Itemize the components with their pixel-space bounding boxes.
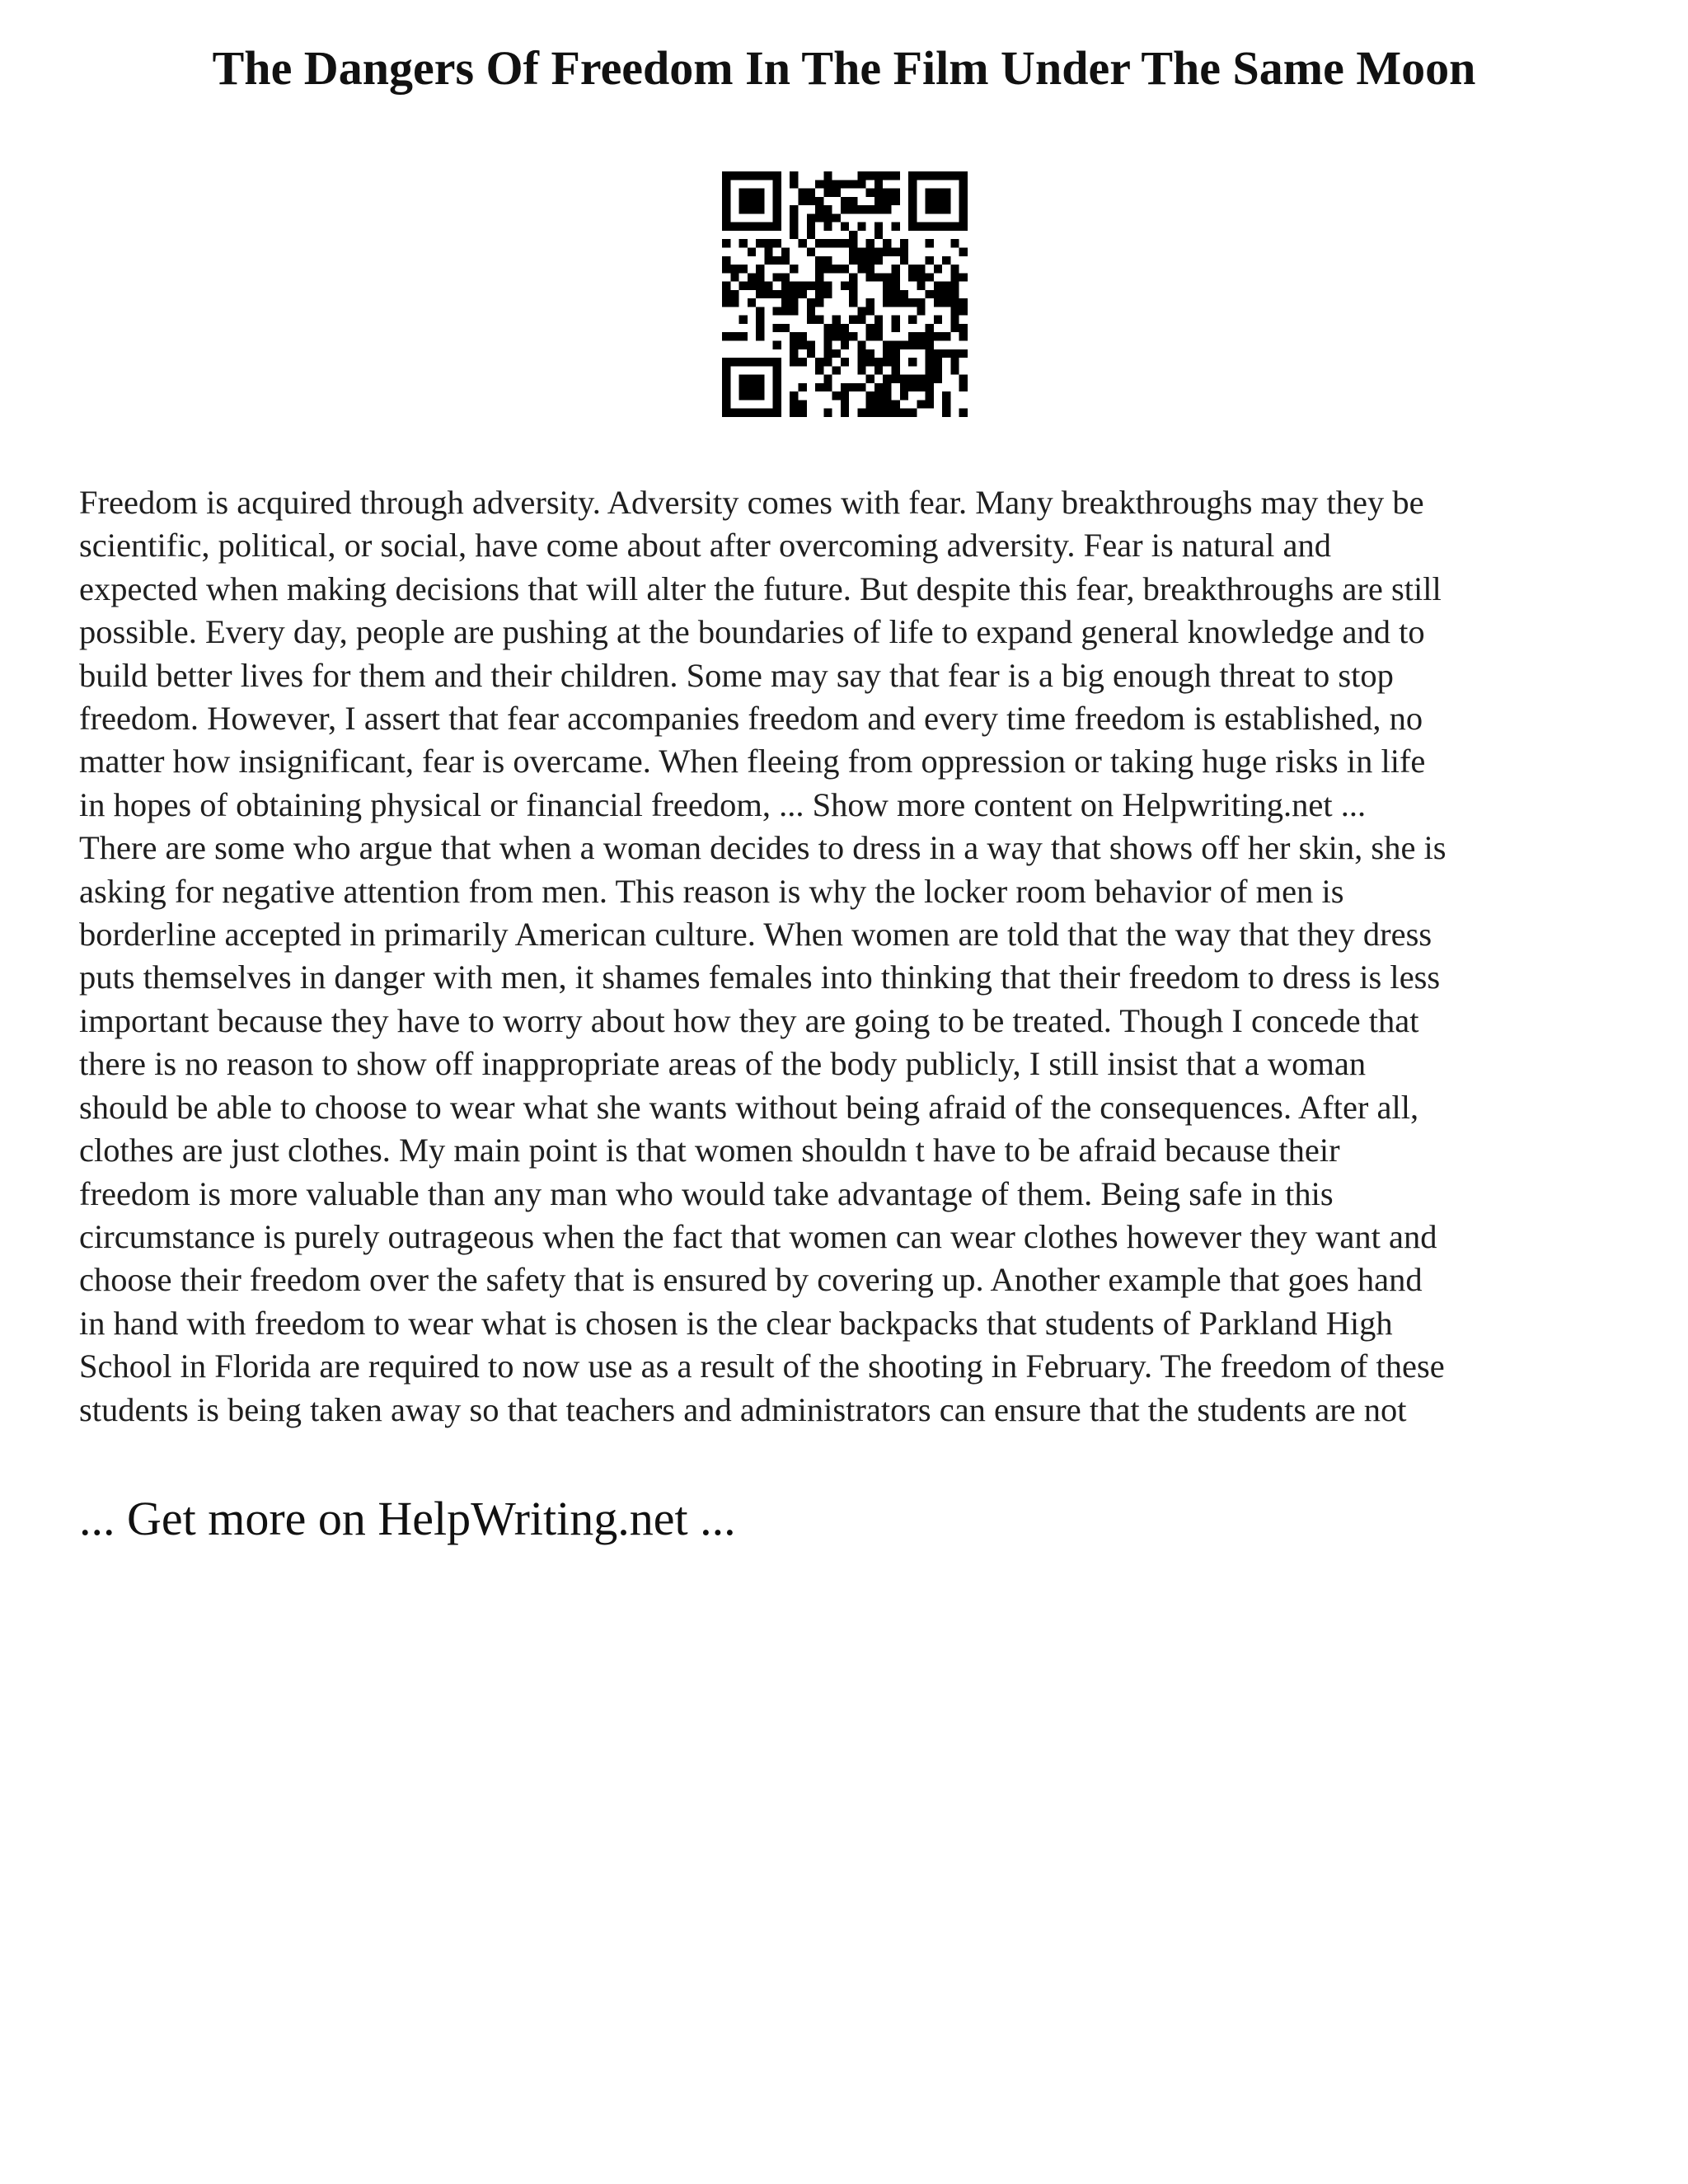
body-line: students is being taken away so that teachers and administrators can ensure that the students are not [79,1390,1407,1428]
document-title: The Dangers Of Freedom In The Film Under The Same Moon [212,41,1476,95]
body-line: choose their freedom over the safety that is ensured by covering up. Another example that goes hand [79,1261,1423,1299]
body-line: freedom. However, I assert that fear accompanies freedom and every time freedom is established, no [79,700,1423,738]
body-line: scientific, political, or social, have come about after overcoming adversity. Fear is natural and [79,527,1331,565]
body-line: borderline accepted in primarily American culture. When women are told that the way that they dress [79,916,1432,954]
body-paragraph [79,481,1617,1432]
body-line: important because they have to worry about how they are going to be treated. Though I concede that [79,1001,1419,1039]
body-line: School in Florida are required to now use as a result of the shooting in February. The freedom of these [79,1347,1445,1385]
body-line: should be able to choose to wear what she wants without being afraid of the consequences. After all, [79,1088,1419,1126]
body-line: clothes are just clothes. My main point is that women shouldn t have to be afraid because their [79,1132,1340,1169]
body-line: puts themselves in danger with men, it shames females into thinking that their freedom to dress is less [79,958,1441,996]
body-line: matter how insignificant, fear is overcame. When fleeing from oppression or taking huge risks in life [79,743,1426,780]
get-more-link[interactable]: ... Get more on HelpWriting.net ... [79,1492,736,1545]
body-line: possible. Every day, people are pushing at the boundaries of life to expand general knowledge and to [79,613,1425,651]
body-line: asking for negative attention from men. This reason is why the locker room behavior of men is [79,872,1344,910]
body-line: build better lives for them and their children. Some may say that fear is a big enough threat to stop [79,656,1394,694]
body-line: in hand with freedom to wear what is chosen is the clear backpacks that students of Parkland High [79,1304,1393,1342]
body-line: circumstance is purely outrageous when the fact that women can wear clothes however they want and [79,1217,1437,1255]
body-line: expected when making decisions that will alter the future. But despite this fear, breakthroughs are still [79,569,1442,607]
body-line: Freedom is acquired through adversity. Adversity comes with fear. Many breakthroughs may they be [79,484,1424,521]
qr-code-graphic [722,171,968,417]
body-line: freedom is more valuable than any man who would take advantage of them. Being safe in this [79,1174,1334,1212]
body-line: in hopes of obtaining physical or financial freedom, ... Show more content on Helpwriting.net ... [79,785,1367,823]
body-line: there is no reason to show off inappropriate areas of the body publicly, I still insist that a woman [79,1045,1367,1083]
body-line: There are some who argue that when a woman decides to dress in a way that shows off her skin, she is [79,829,1447,867]
qr-code-icon [722,171,968,417]
